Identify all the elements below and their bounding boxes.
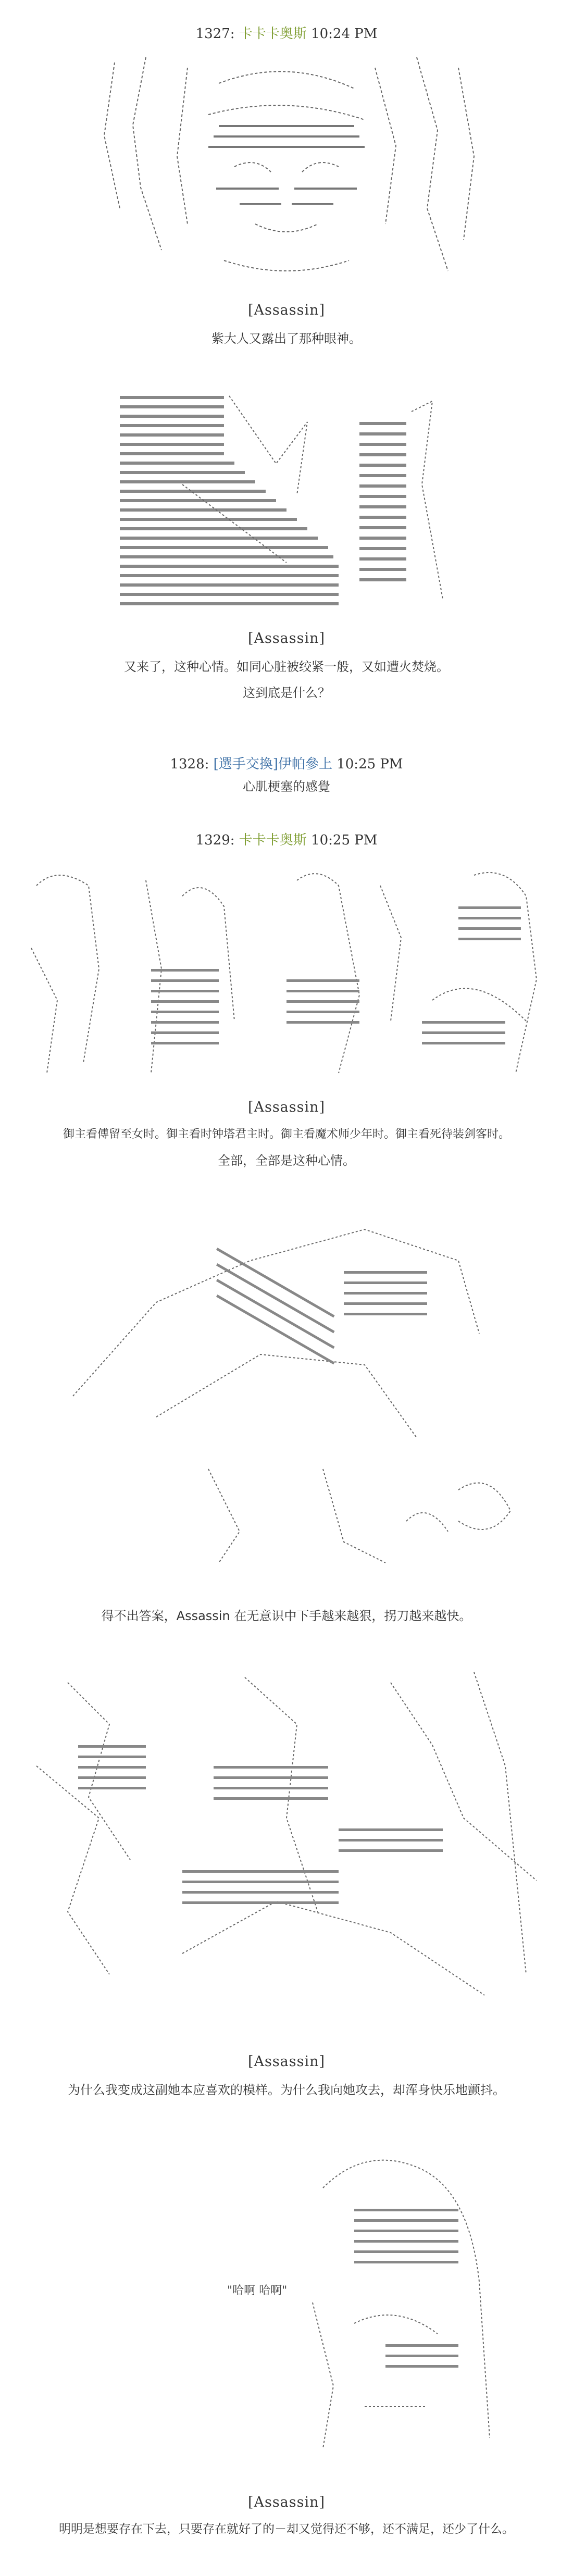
speaker-label: [Assassin] (247, 630, 326, 646)
ascii-art-hunched-figure (292, 2146, 500, 2459)
post-number: 1328: (170, 756, 209, 772)
ascii-art-lunging-figure (52, 1198, 521, 1573)
ascii-art-silhouette (120, 391, 453, 615)
speaker-label: [Assassin] (247, 2494, 326, 2510)
narration-line: 御主看傅留至女时。御主看时钟塔君主时。御主看魔术师少年时。御主看死待装剑客时。 (63, 1128, 510, 1141)
narration-line: 又来了，这种心情。如同心脏被绞紧一般，又如遭火焚烧。 (124, 659, 449, 674)
post-number: 1329: (195, 832, 235, 848)
narration-line: 心肌梗塞的感覺 (243, 779, 330, 794)
post-header-1328 (0, 753, 573, 773)
speech-bubble: "哈啊 哈啊" (227, 2284, 288, 2297)
poster-name[interactable]: 卡卡卡奥斯 (239, 832, 307, 848)
post-header-1329 (0, 829, 573, 849)
post-time: 10:25 PM (311, 832, 378, 848)
narration-line: 紫大人又露出了那种眼神。 (211, 331, 362, 346)
post-number: 1327: (195, 26, 235, 42)
speaker-label: [Assassin] (247, 2054, 326, 2070)
ascii-art-battle-scene (26, 1662, 547, 2021)
post-time: 10:24 PM (311, 26, 378, 42)
speaker-label: [Assassin] (247, 1099, 326, 1115)
narration-line: 这到底是什么？ (243, 686, 330, 700)
ascii-art-panel-row (26, 865, 547, 1089)
narration-line: 明明是想要存在下去，只要存在就好了的－却又觉得还不够，还不满足，还少了什么。 (59, 2522, 514, 2536)
poster-name[interactable]: 卡卡卡奥斯 (239, 26, 307, 42)
narration-line: 为什么我变成这副她本应喜欢的模样。为什么我向她攻去，却浑身快乐地颤抖。 (68, 2083, 505, 2097)
ascii-art-face-closeup (83, 52, 490, 281)
narration-line: 得不出答案，Assassin 在无意识中下手越来越狠，拐刀越来越快。 (101, 1609, 472, 1623)
post-time: 10:25 PM (337, 756, 403, 772)
speaker-label: [Assassin] (247, 302, 326, 318)
post-header-1327 (0, 23, 573, 42)
narration-line: 全部，全部是这种心情。 (218, 1153, 355, 1168)
poster-name[interactable]: [選手交換]伊帕參上 (213, 756, 332, 772)
